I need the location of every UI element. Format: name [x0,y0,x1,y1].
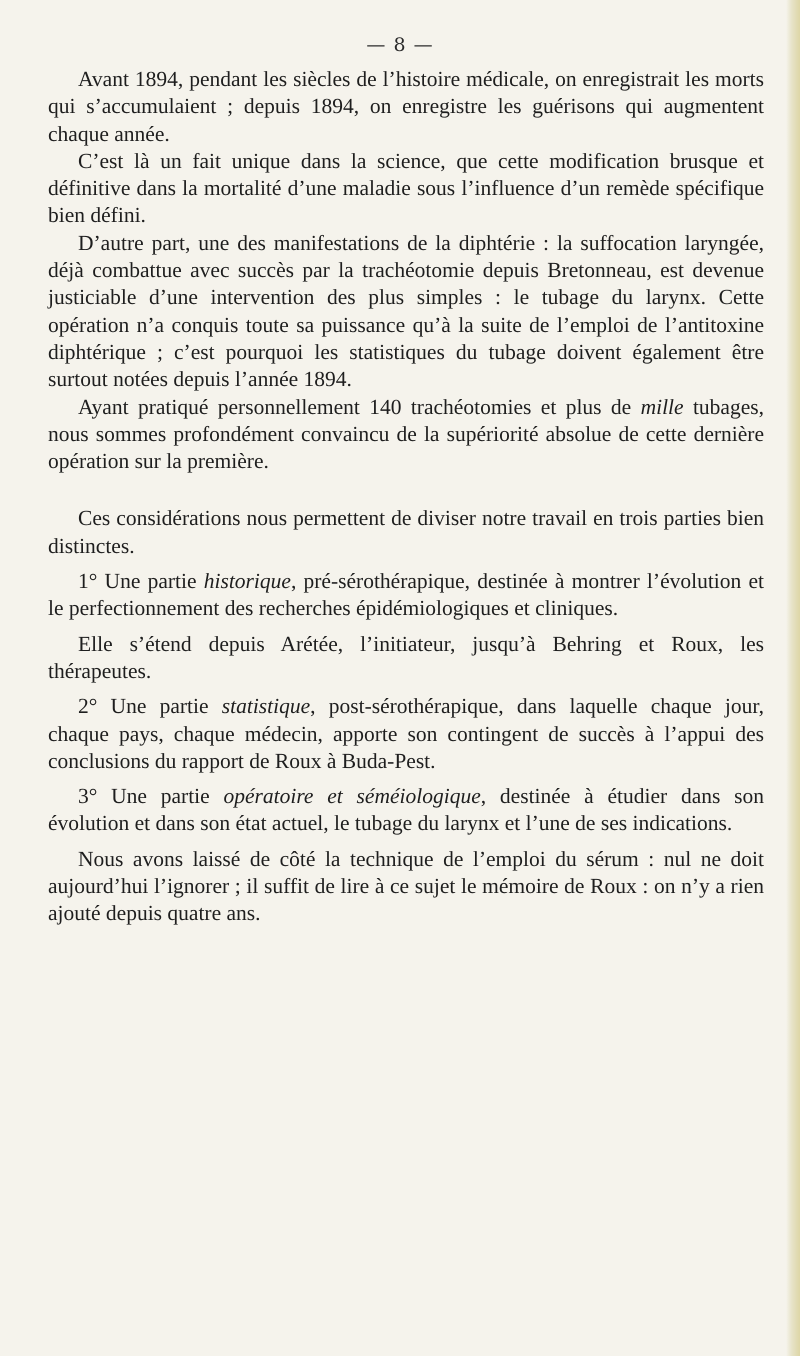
paragraph-6-start: 1° Une partie [78,569,204,594]
paragraph-9-end: , destinée à étudier dans son évolution et dans son état actuel, le tubage du larynx et l’une de ses indications. [48,784,765,836]
body-text [48,66,764,928]
paragraph-9 [48,783,764,838]
paragraph-9-emphasis: opératoire et séméiologique [223,784,481,809]
paragraph-9-start: 3° Une partie [78,784,224,809]
paragraph-6-emphasis: historique [203,569,291,594]
paragraph-6 [48,568,764,623]
paragraph-7: Elle s’étend depuis Arétée, l’initiateur, jusqu’à Behring et Roux, les thérapeutes. [48,631,764,683]
paragraph-2: C’est là un fait unique dans la science, que cette modification brusque et définitive dans la mortalité d’une maladie sous l’influence d’un remède spécifique bien défini. [48,148,764,228]
paragraph-5: Ces considérations nous permettent de diviser notre travail en trois parties bien distinctes. [48,506,764,558]
page-edge-shadow [786,0,800,1356]
paragraph-4-start: Ayant pratiqué personnellement 140 trachéotomies et plus de [78,394,641,419]
paragraph-8-start: 2° Une partie [78,694,222,719]
paragraph-1: Avant 1894, pendant les siècles de l’histoire médicale, on enregistrait les morts qui s’accumulaient ; depuis 1894, on enregistre les guérisons qui augmentent chaque année. [48,67,764,146]
paragraph-4 [48,394,764,476]
paragraph-6-end: , pré-sérothérapique, destinée à montrer l’évolution et le perfectionnement des recherches épidémiologiques et cliniques. [48,569,764,621]
paragraph-4-end: tubages, nous sommes profondément convaincu de la supériorité absolue de cette dernière opération sur la première. [48,394,765,474]
paragraph-10: Nous avons laissé de côté la technique de l’emploi du sérum : nul ne doit aujourd’hui l’ignorer ; il suffit de lire à ce sujet le mémoire de Roux : on n’y a rien ajouté depuis quatre ans. [48,846,764,926]
page-number: — 8 — [366,34,434,56]
paragraph-3: D’autre part, une des manifestations de la diphtérie : la suffocation laryngée, déjà combattue avec succès par la trachéotomie depuis Bretonneau, est devenue justiciable d’une intervention des plus simples : le tubage du larynx. Cette opération n’a conquis toute sa puissance qu’à la suite de l’emploi de l’antitoxine diphtérique ; c’est pourquoi les statistiques du tubage doivent également être surtout notées depuis l’année 1894. [48,230,764,392]
paragraph-4-emphasis: mille [640,394,684,419]
paragraph-8-end: , post-sérothérapique, dans laquelle chaque jour, chaque pays, chaque médecin, apporte son contingent de succès à l’appui des conclusions du rapport de Roux à Buda-Pest. [48,694,764,773]
paragraph-8-emphasis: statistique [221,694,311,719]
paragraph-8 [48,693,764,775]
